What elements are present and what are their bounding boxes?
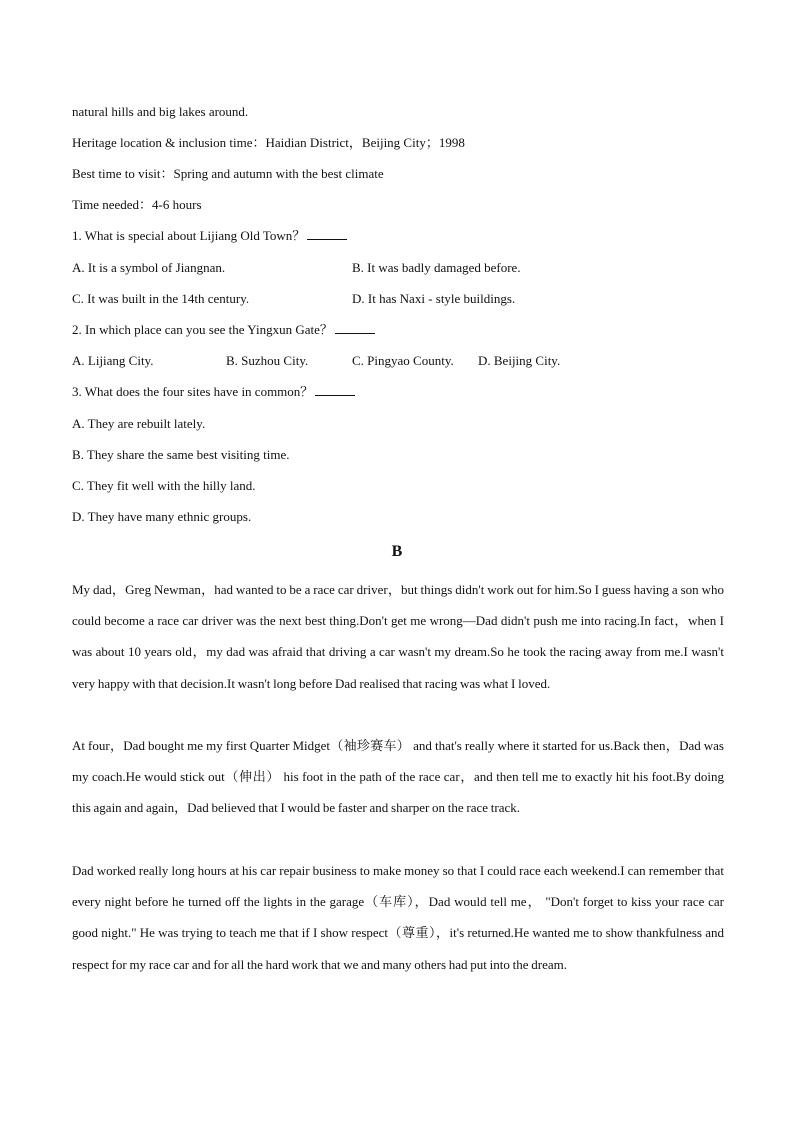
question-2-option-d: D. Beijing City. — [478, 353, 561, 368]
question-3-option-c: C. They fit well with the hilly land. — [72, 478, 256, 493]
question-1-option-d: D. It has Naxi - style buildings. — [352, 291, 516, 306]
question-3 — [72, 383, 732, 401]
question-2-option-c: C. Pingyao County. — [352, 353, 454, 368]
passage-a-line-1: natural hills and big lakes around. — [72, 104, 249, 119]
passage-a-line-4: Time needed：4-6 hours — [72, 197, 202, 212]
question-2-stem: 2. In which place can you see the Yingxun Gate？ — [72, 322, 333, 337]
question-2 — [72, 321, 732, 339]
question-2-option-a: A. Lijiang City. — [72, 353, 154, 368]
question-3-option-b: B. They share the same best visiting time. — [72, 447, 290, 462]
answer-blank-3 — [315, 383, 355, 396]
passage-a-line-3: Best time to visit：Spring and autumn with the best climate — [72, 166, 384, 181]
question-3-option-a: A. They are rebuilt lately. — [72, 416, 206, 431]
answer-blank-1 — [307, 227, 347, 240]
question-3-stem: 3. What does the four sites have in common？ — [72, 384, 314, 399]
section-b-title: B — [391, 543, 403, 560]
question-1-option-a: A. It is a symbol of Jiangnan. — [72, 260, 226, 275]
question-2-option-b: B. Suzhou City. — [226, 353, 309, 368]
section-b-paragraph-2: At four，Dad bought me my first Quarter Midget（袖珍赛车） and that's really where it started for us.Back then，Dad was my coach.He would stick out（伸出） his foot in the path of the race car，and then tell me to exactly hit his foot.By doing this again and again，Dad believed that I would be faster and sharper on the race track. — [72, 738, 724, 816]
question-3-option-d: D. They have many ethnic groups. — [72, 509, 252, 524]
section-b-paragraph-1: My dad，Greg Newman，had wanted to be a race car driver，but things didn't work out for him.So I guess having a son who could become a race car driver was the next best thing.Don't get me wrong—Dad didn't push me into racing.In fact，when I was about 10 years old，my dad was afraid that driving a car wasn't my dream.So he took the racing away from me.I wasn't very happy with that decision.It wasn't long before Dad realised that racing was what I loved. — [72, 582, 724, 691]
question-1-option-b: B. It was badly damaged before. — [352, 260, 521, 275]
question-1-option-c: C. It was built in the 14th century. — [72, 291, 250, 306]
question-1-stem: 1. What is special about Lijiang Old Town？ — [72, 228, 306, 243]
answer-blank-2 — [335, 321, 375, 334]
question-1 — [72, 227, 732, 245]
section-b-paragraph-3: Dad worked really long hours at his car repair business to make money so that I could race each weekend.I can remember that every night before he turned off the lights in the garage（车库），Dad would tell me， "Don't forget to kiss your race car good night." He was trying to teach me that if I show respect（尊重），it's returned.He wanted me to show thankfulness and respect for my race car and for all the hard work that we and many others had put into the dream. — [72, 863, 724, 972]
passage-a-line-2: Heritage location & inclusion time：Haidian District，Beijing City；1998 — [72, 135, 465, 150]
